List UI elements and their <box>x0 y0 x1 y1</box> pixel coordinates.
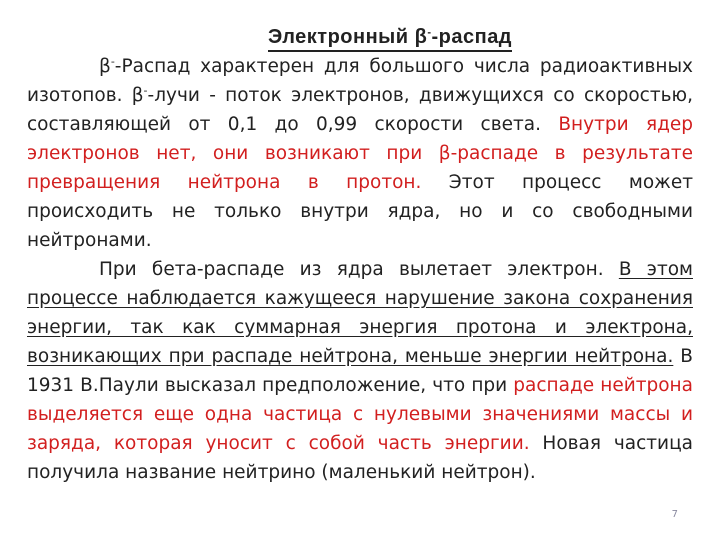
slide-body <box>27 52 693 487</box>
p1-superscript: - <box>110 54 115 68</box>
slide-title <box>0 26 720 52</box>
p1-superscript-2: - <box>143 83 148 97</box>
slide-title-text <box>268 26 512 52</box>
p1-beta: β <box>99 56 111 77</box>
p2-highlight-red: распаде нейтрона выделяется еще одна частица с нулевыми значениями массы и заряда, которая уносит с собой часть энергии. <box>27 375 693 454</box>
p1-text-2: -лучи - поток электронов, движущихся со скоростью, составляющей от 0,1 до 0,99 скорости света. <box>27 85 693 135</box>
p2-underlined: В этом процессе наблюдается кажущееся нарушение закона сохранения энергии, так как суммарная энергия протона и электрона, возникающих при распаде нейтрона, меньше энергии нейтрона. <box>27 259 693 367</box>
title-main: Электронный β <box>267 26 428 48</box>
p1-text-1: -Распад характерен для большого числа радиоактивных изотопов. β <box>27 56 693 106</box>
p1-text-3: Этот процесс может происходить не только внутри ядра, но и со свободными нейтронами. <box>27 172 693 251</box>
page-number: 7 <box>671 509 678 520</box>
p2-text-1: При бета-распаде из ядра вылетает электрон. <box>99 259 619 280</box>
title-superscript: - <box>427 26 432 39</box>
paragraph-1 <box>27 52 693 255</box>
p2-text-2: В 1931 В.Паули высказал предположение, что при <box>27 346 693 396</box>
paragraph-2 <box>27 255 693 487</box>
title-tail: -распад <box>431 26 513 48</box>
p2-text-3: Новая частица получила название нейтрино (маленький нейтрон). <box>27 433 693 483</box>
p1-highlight-red: Внутри ядер электронов нет, они возникают при β-распаде в результате превращения нейтрона в протон. <box>27 114 693 193</box>
